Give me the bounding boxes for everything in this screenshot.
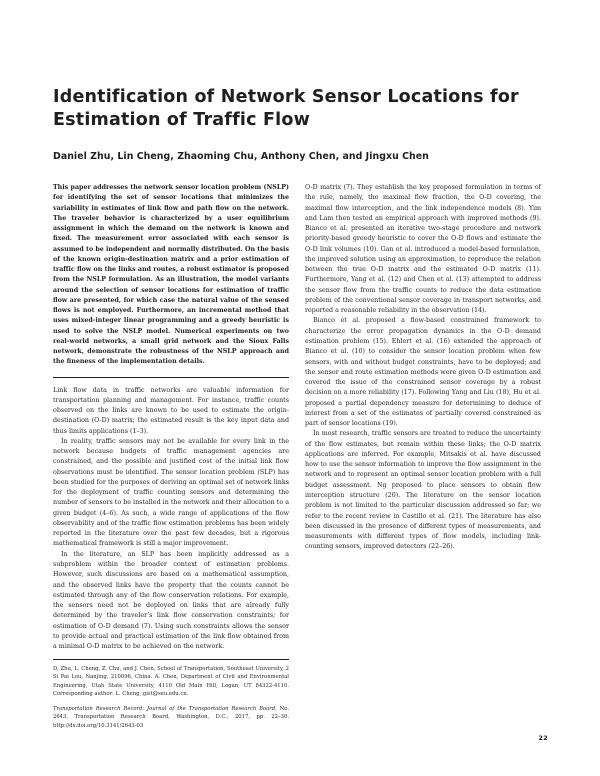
footnote-zone — [53, 659, 289, 730]
body-paragraph: In the literature, an SLP has been implicitly addressed as a subproblem within the broader context of estimation problems. However, such discussions are based on a mathematical assumption, and the observed links have the property that the counts cannot be estimated through any of the flow conservation relations. For example, the sensors need not be deployed on links that are already fully determined by the traveler’s link flow conservation constraints; for estimation of O-D demand (7). Using such constraints allows the sensor to provide actual and practical estimation of the link flow obtained from a minimal O-D matrix to be achieved on the network. — [53, 550, 289, 651]
abstract: This paper addresses the network sensor location problem (NSLP) for identifying the set of sensor locations that minimizes the variability in estimates of link flow and path flow on the network. The traveler behavior is characterized by a user equilibrium assignment in which the demand on the network is known and fixed. The measurement error associated with each sensor is assumed to be independent and normally distributed. On the basis of the known origin-destination matrix and a prior estimation of traffic flow on the links and routes, a robust estimator is proposed from the NSLP formulation. As an illustration, the model variants around the selection of sensor locations for estimation of traffic flow are presented, for which case the natural value of the sensed flows is not employed. Furthermore, an incremental method that uses mixed-integer linear programming and a greedy heuristic is used to solve the NSLP model. Numerical experiments on two real-world networks, a small grid network and the Sioux Falls network, demonstrate the robustness of the NSLP approach and the fineness of the implementation details. — [53, 184, 289, 366]
body-paragraph: O-D matrix (7). They establish the key proposed formulation in terms of the rule, namely, the maximal flow fraction, the O-D covering, the maximal flow interception, and the link independence models (8). Yim and Lam then tested an empirical approach with improved methods (9). Bianco et al. presented an iterative two-stage procedure and network priority-based greedy heuristic to cover the O-D flows and estimate the O-D link volumes (10). Gan et al. introduced a model-based formulation, the improved solution using an approximation, to reproduce the relation between the true O-D matrix and the estimated O-D matrix (11). Furthermore, Yang et al. (12) and Chen et al. (13) attempted to address the sensor flow from the traffic counts to reduce the data estimation problem of the conventional sensor coverage in transport networks, and reported a reasonable reliability in the observation (14). — [305, 184, 541, 315]
footnote-doi: http://dx.doi.org/10.3141/2643-03 — [53, 722, 144, 729]
body-paragraph: In most research, traffic sensors are treated to reduce the uncertainty of the flow estimates, but remain within these links; the O-D matrix applications are inferred. For example, Mitsakis et al. have discussed how to use the sensor information to improve the flow assignment in the network and to represent an optimal sensor location problem with a full budget assessment. Ng proposed to place sensors to obtain flow interception structure (20). The literature on the sensor location problem is not limited to the particular discussion addressed so far; we refer to the recent review in Castillo et al. (21). The literature has also been discussed in the presence of different types of measurements, and measurements with different types of flow models, including link-counting sensors, improved detectors (22–26). — [305, 430, 541, 551]
body-paragraph: In reality, traffic sensors may not be available for every link in the network because budgets of traffic management agencies are constrained, and the possible and justified cost of the initial link flow observations must be identified. The sensor location problem (SLP) has been studied for the purposes of deriving an optimal set of network links for the deployment of traffic counting sensors and determining the number of sensors to be installed in the network and their allocation to a given budget (4–6). As such, a wide range of applications of the flow observability and of the traffic flow estimation problems has been widely reported in the literature over the past few decades, but a rigorous mathematical framework is still a major improvement. — [53, 437, 289, 548]
footnote-journal-name: Transportation Research Record: Journal of the Transportation Research Board, — [53, 706, 277, 713]
left-column — [53, 183, 289, 652]
page-number: 22 — [538, 734, 548, 742]
abstract-divider — [53, 377, 289, 378]
footnote-citation-rest: No. 2643, Transportation Research Board, Washington, D.C., 2017, pp. 22–30. — [53, 706, 289, 721]
right-column — [305, 183, 541, 553]
footnote-affiliation: D. Zhu, L. Cheng, Z. Chu, and J. Chen, School of Transportation, Southeast University, 2 Si Pai Lou, Nanjing, 210096, China. A. Chen, Department of Civil and Environmental Engineering, Utah State University, 4110 Old Main Hill, Logan, UT 84322-4110. Corresponding author: L. Cheng, gist@seu.edu.cn. — [53, 666, 289, 697]
body-paragraph: Link flow data in traffic networks are valuable information for transportation planning and management. For instance, traffic counts observed on the links are known to be used to estimate the origin-destination (O-D) matrix; the estimated result is the key input data and thus limits applications (1–3). — [53, 386, 289, 435]
page-title: Identification of Network Sensor Locations for Estimation of Traffic Flow — [53, 87, 519, 130]
footnote-divider — [53, 659, 289, 660]
author-list: Daniel Zhu, Lin Cheng, Zhaoming Chu, Anthony Chen, and Jingxu Chen — [53, 150, 429, 162]
footnote-citation — [53, 705, 289, 730]
paper-sheet — [53, 0, 548, 776]
body-paragraph: Bianco et al. proposed a flow-based constrained framework to characterize the error propagation dynamics in the O-D demand estimation problem (15). Ehlert et al. (16) extended the approach of Bianco et al. (10) to consider the sensor location problem when few sensors, with and without budget constraints, have to be deployed; and the sensor and route estimation methods were given O-D estimation and covered the issue of the constrained sensor coverage by a robust decision on a more reliability (17). Following Yang and Liu (18), Hu et al. proposed a partial dependency measure for determining to deduce of interest from a set of the estimates of partially covered constrained as part of sensor locations (19). — [305, 317, 541, 428]
